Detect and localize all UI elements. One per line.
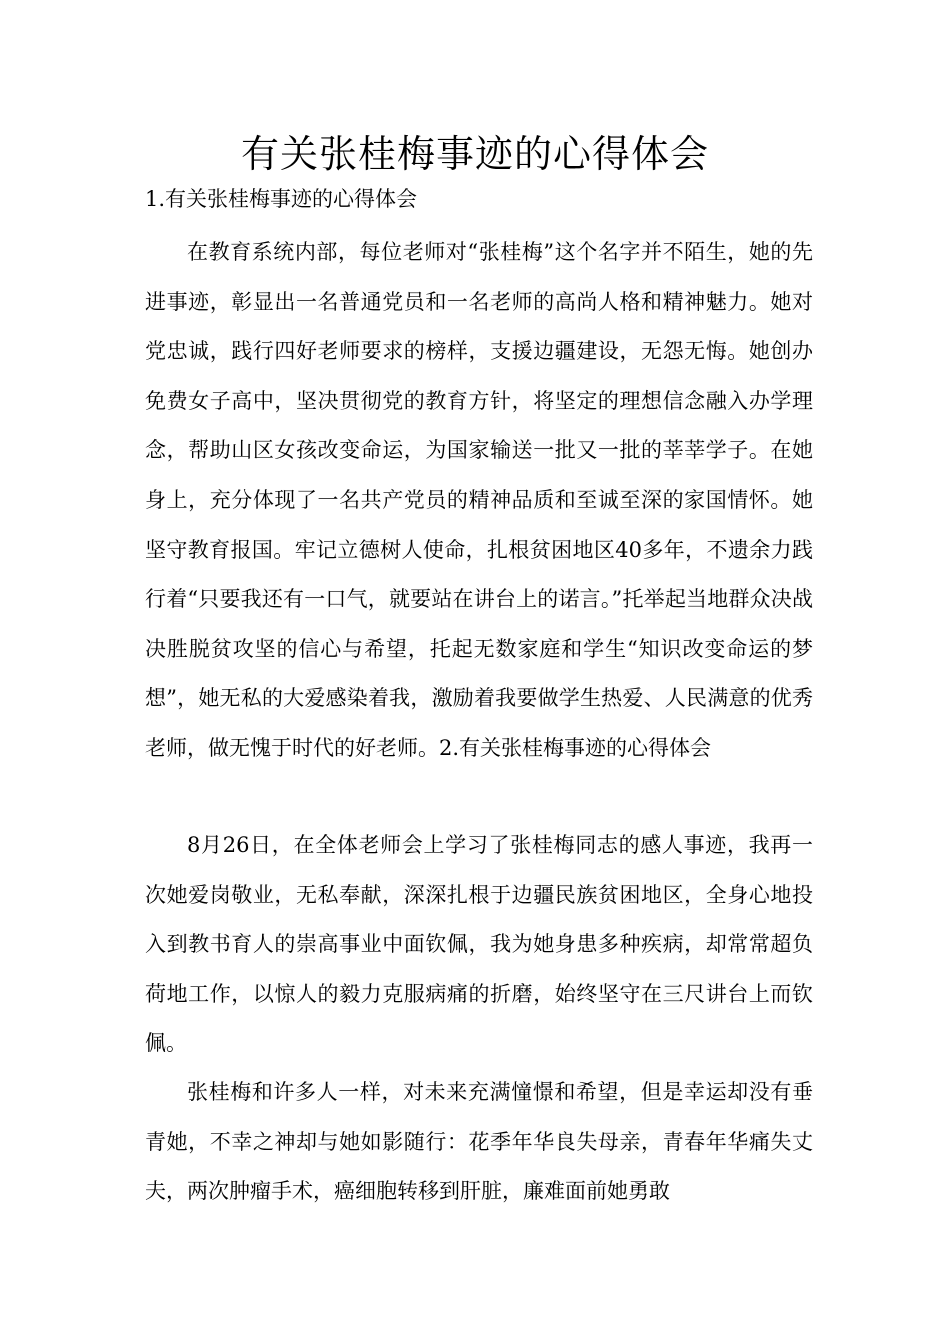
paragraph-2: 8月26日，在全体老师会上学习了张桂梅同志的感人事迹，我再一次她爱岗敬业，无私奉献，深深扎根于边疆民族贫困地区，全身心地投入到教书育人的崇高事业中面钦佩，我为她身患多种疾病，却常常超负荷地工作，以惊人的毅力克服病痛的折磨，始终坚守在三尺讲台上而钦佩。 [145,833,813,1056]
section-heading: 1.有关张桂梅事迹的心得体会 [145,187,418,211]
paragraph-3: 张桂梅和许多人一样，对未来充满憧憬和希望，但是幸运却没有垂青她，不幸之神却与她如影随行：花季年华良失母亲，青春年华痛失丈夫，两次肿瘤手术，癌细胞转移到肝脏，廉难面前她勇敢 [145,1080,813,1204]
paragraph-1: 在教育系统内部，每位老师对“张桂梅”这个名字并不陌生，她的先进事迹，彰显出一名普通党员和一名老师的高尚人格和精神魅力。她对党忠诚，践行四好老师要求的榜样，支援边疆建设，无怨无悔。她创办免费女子高中，坚决贯彻党的教育方针，将坚定的理想信念融入办学理念，帮助山区女孩改变命运，为国家输送一批又一批的莘莘学子。在她身上，充分体现了一名共产党员的精神品质和至诚至深的家国情怀。她坚守教育报国。牢记立德树人使命，扎根贫困地区40多年，不遗余力践行着“只要我还有一口气，就要站在讲台上的诺言。”托举起当地群众决战决胜脱贫攻坚的信心与希望，托起无数家庭和学生“知识改变命运的梦想”，她无私的大爱感染着我，激励着我要做学生热爱、人民满意的优秀老师，做无愧于时代的好老师。2.有关张桂梅事迹的心得体会 [145,240,813,760]
document-title: 有关张桂梅事迹的心得体会 [240,132,709,176]
